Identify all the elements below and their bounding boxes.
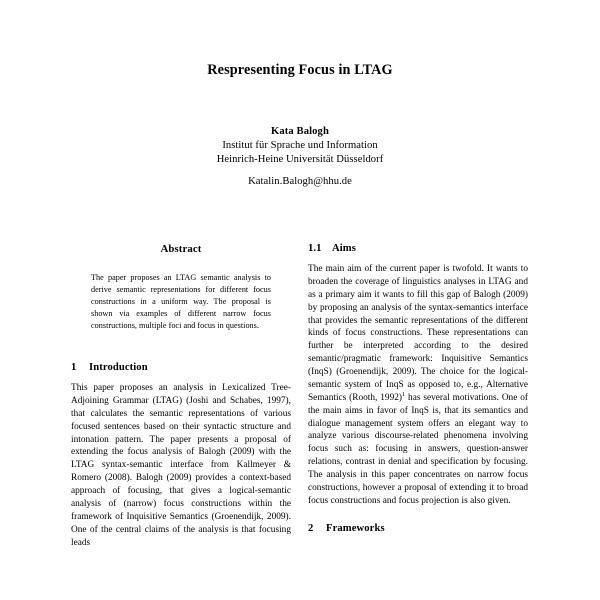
author-affiliation-line-1: Institut für Sprache und Information: [222, 140, 378, 152]
author-affiliation-line-2: Heinrich-Heine Universität Düsseldorf: [216, 154, 384, 166]
author-block: [0, 125, 600, 189]
body-columns: [0, 243, 600, 600]
author-name: Kata Balogh: [271, 126, 329, 137]
section-number-frameworks: 2: [308, 522, 314, 534]
section-title-frameworks: Frameworks: [326, 522, 385, 534]
aims-paragraph-part-1: The main aim of the current paper is twofold. It wants to broaden the coverage of linguistics analyses in LTAG and as a primary aim it wants to fill this gap of Balogh (2009) by proposing an analysis of the syntax-semantics interface that provides the semantic representations of the different kinds of focus constructions. These representations can further be interpreted according to the desired semantic/pragmatic framework: Inquisitive Semantics (InqS) (Groenendijk, 2009). The choice for the logical-semantic system of InqS as opposed to, e.g., Alternative Semantics (Rooth, 1992): [308, 264, 528, 403]
left-column: [71, 243, 291, 600]
section-title-aims: Aims: [332, 243, 356, 254]
introduction-paragraph: This paper proposes an analysis in Lexicalized Tree-Adjoining Grammar (LTAG) (Joshi and Schabes, 1997), that calculates the semantic representations of various focused sentences based on their syntactic structure and intonation pattern. The paper presents a proposal of extending the focus analysis of Balogh (2009) with the LTAG syntax-semantic interface from Kallmeyer & Romero (2008). Balogh (2009) provides a context-based approach of focusing, that gives a logical-semantic analysis of (narrow) focus constructions within the framework of Inquisitive Semantics (Groenendijk, 2009). One of the central claims of the analysis is that focusing leads: [71, 383, 291, 548]
section-number-introduction: 1: [71, 362, 77, 374]
section-heading-aims: [308, 243, 528, 254]
aims-paragraph: [308, 263, 528, 508]
abstract-text: The paper proposes an LTAG semantic analysis to derive semantic representations for different focus constructions in a uniform way. The proposal is shown via examples of different narrow focus constructions, multiple foci and focus in questions.: [91, 273, 271, 331]
right-column: [308, 243, 528, 600]
section-number-aims: 1.1: [308, 243, 322, 254]
author-email: Katalin.Balogh@hhu.de: [248, 176, 352, 188]
title-block: [0, 62, 600, 79]
section-title-introduction: Introduction: [89, 362, 148, 374]
abstract-heading: Abstract: [160, 243, 202, 255]
section-heading-frameworks: [308, 523, 528, 534]
page-title: Respresenting Focus in LTAG: [207, 62, 393, 78]
footnote-marker: 1: [402, 390, 406, 398]
aims-paragraph-part-2: has several motivations. One of the main aims in favor of InqS is, that its semantics and dialogue management system offers an elegant way to analyze various discourse-related phenomena involving focus such as: focusing in answers, question-answer relations, contrast in denial and specification by focusing. The analysis in this paper concentrates on narrow focus constructions, however a proposal of extending it to broad focus constructions and focus projection is also given.: [308, 392, 528, 506]
section-heading-introduction: [71, 362, 291, 373]
